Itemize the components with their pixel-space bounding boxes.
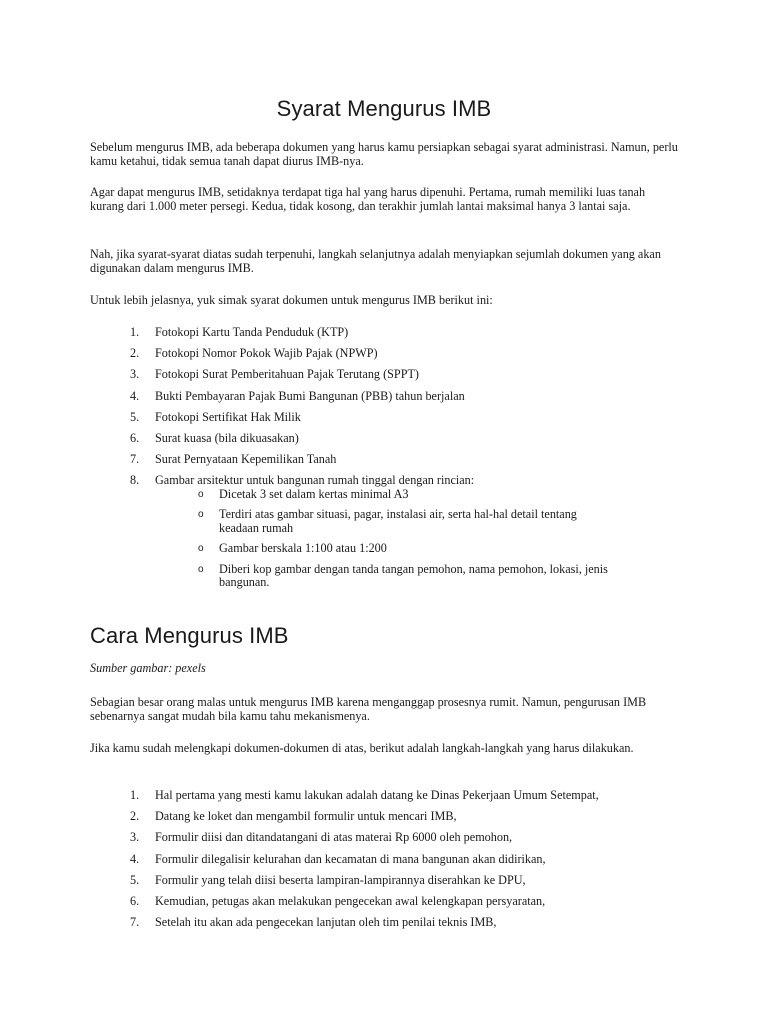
section-title-cara: Cara Mengurus IMB: [90, 623, 289, 648]
list-item: 4. Bukti Pembayaran Pajak Bumi Bangunan (PBB) tahun berjalan: [130, 388, 465, 403]
list-item: 6. Surat kuasa (bila dikuasakan): [130, 430, 299, 445]
image-source-caption: Sumber gambar: pexels: [90, 661, 206, 675]
list-item: 1. Hal pertama yang mesti kamu lakukan adalah datang ke Dinas Pekerjaan Umum Setempat,: [130, 788, 599, 802]
process-steps-list: [90, 789, 680, 937]
sublist-item: o Gambar berskala 1:100 atau 1:200: [198, 541, 387, 556]
list-item: 5. Formulir yang telah diisi beserta lampiran-lampirannya diserahkan ke DPU,: [130, 872, 526, 887]
sublist-item: o Terdiri atas gambar situasi, pagar, instalasi air, serta hal-hal detail tentang keadaan rumah: [198, 507, 577, 535]
paragraph-intro: Sebelum mengurus IMB, ada beberapa dokumen yang harus kamu persiapkan sebagai syarat administrasi. Namun, perlu kamu ketahui, tidak semua tanah dapat diurus IMB-nya.: [90, 140, 678, 168]
list-item: 8. Gambar arsitektur untuk bangunan rumah tinggal dengan rincian: o Dicetak 3 set dalam kertas minimal A3 o Terdiri atas gambar situasi, pagar, instalasi air, serta hal-hal detail tentang keadaan rumah o Gambar berskala 1:100 atau 1:200 o Diberi kop gambar dengan tanda tangan pemohon, nama pemohon, lokasi, jenis bangunan.: [90, 474, 680, 590]
architecture-details-sublist: [155, 488, 680, 590]
list-item: 2. Datang ke loket dan mengambil formulir untuk mencari IMB,: [130, 809, 457, 824]
paragraph-process-intro: Sebagian besar orang malas untuk mengurus IMB karena menganggap prosesnya rumit. Namun, pengurusan IMB sebenarnya sangat mudah bila kamu tahu mekanismenya.: [90, 695, 647, 723]
section-title-syarat: Syarat Mengurus IMB: [276, 96, 492, 121]
sublist-item: o Dicetak 3 set dalam kertas minimal A3: [198, 486, 409, 501]
paragraph-list-intro: Untuk lebih jelasnya, yuk simak syarat dokumen untuk mengurus IMB berikut ini:: [90, 293, 493, 307]
list-item: 6. Kemudian, petugas akan melakukan pengecekan awal kelengkapan persyaratan,: [130, 893, 546, 908]
list-item: 3. Fotokopi Surat Pemberitahuan Pajak Terutang (SPPT): [130, 367, 419, 382]
list-item: 3. Formulir diisi dan ditandatangani di atas materai Rp 6000 oleh pemohon,: [130, 830, 513, 845]
sublist-item: o Diberi kop gambar dengan tanda tangan pemohon, nama pemohon, lokasi, jenis bangunan.: [198, 561, 608, 590]
bullet-icon: o: [198, 509, 204, 521]
document-requirements-list: [90, 326, 680, 597]
list-item: 7. Surat Pernyataan Kepemilikan Tanah: [130, 452, 337, 467]
paragraph-requirements: Agar dapat mengurus IMB, setidaknya terdapat tiga hal yang harus dipenuhi. Pertama, rumah memiliki luas tanah kurang dari 1.000 meter persegi. Kedua, tidak kosong, dan terakhir jumlah lantai maksimal hanya 3 lantai saja.: [90, 185, 646, 213]
list-item: 4. Formulir dilegalisir kelurahan dan kecamatan di mana bangunan akan didirikan,: [130, 851, 546, 866]
paragraph-steps-intro: Jika kamu sudah melengkapi dokumen-dokumen di atas, berikut adalah langkah-langkah yang harus dilakukan.: [90, 741, 634, 755]
list-item: 7. Setelah itu akan ada pengecekan lanjutan oleh tim penilai teknis IMB,: [130, 915, 497, 930]
bullet-icon: o: [198, 563, 204, 575]
list-item: 5. Fotokopi Sertifikat Hak Milik: [130, 409, 301, 424]
paragraph-next-step: Nah, jika syarat-syarat diatas sudah terpenuhi, langkah selanjutnya adalah menyiapkan sejumlah dokumen yang akan digunakan dalam mengurus IMB.: [90, 247, 661, 275]
list-item: 2. Fotokopi Nomor Pokok Wajib Pajak (NPWP): [130, 346, 378, 361]
list-item: 1. Fotokopi Kartu Tanda Penduduk (KTP): [130, 325, 349, 339]
bullet-icon: o: [198, 543, 204, 555]
bullet-icon: o: [198, 488, 204, 500]
